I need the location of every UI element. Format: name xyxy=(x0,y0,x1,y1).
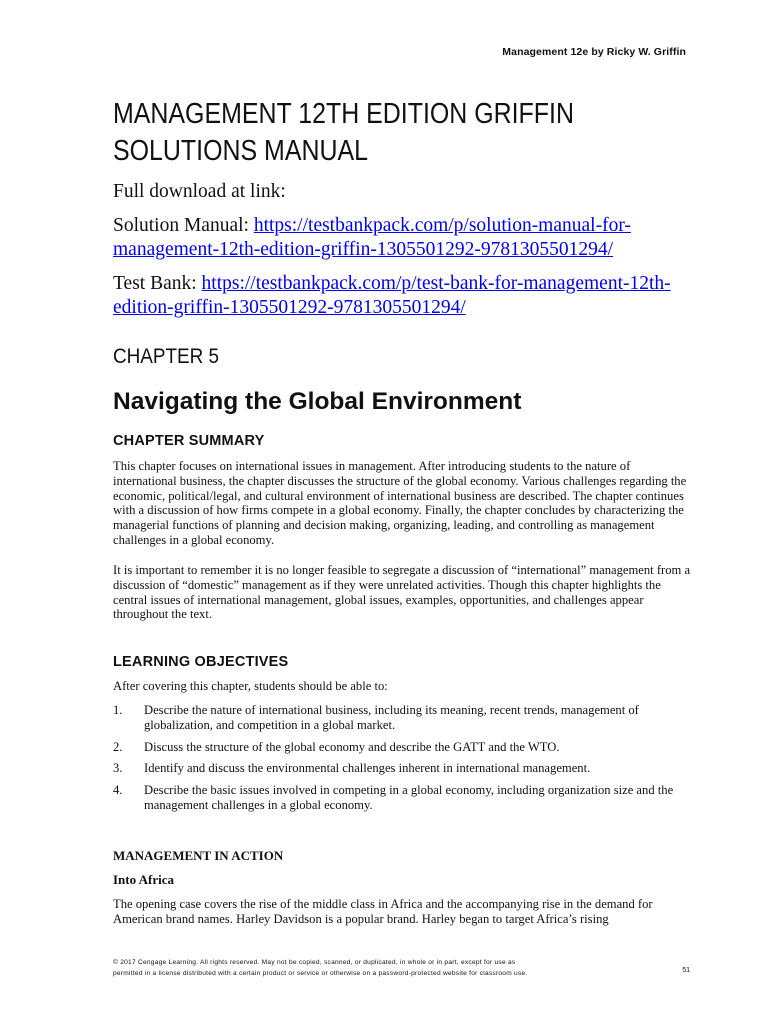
learning-objectives-heading: LEARNING OBJECTIVES xyxy=(113,654,289,670)
summary-paragraph-2: It is important to remember it is no longer feasible to segregate a discussion of “international” management from a discussion of “domestic” management as if they were unrelated activities. Though this chapter highlights the central issues of international management, global issues, examples, opportunities, and challenges appear throughout the text. xyxy=(113,563,691,622)
objective-item: 1. Describe the nature of international business, including its meaning, recent trends, management of globalization, and competition in a global market. xyxy=(113,703,639,732)
objective-item: 4. Describe the basic issues involved in competing in a global economy, including organization size and the management challenges in a global economy. xyxy=(113,783,674,812)
chapter-number: CHAPTER 5 xyxy=(113,345,220,368)
case-paragraph: The opening case covers the rise of the middle class in Africa and the accompanying rise in the demand for American brand names. Harley Davidson is a popular brand. Harley began to target Africa’s rising xyxy=(113,897,653,926)
copyright-line-2: permitted in a license distributed with a certain product or service or otherwise on a password-protected website for classroom use. xyxy=(113,970,528,977)
solution-manual-link[interactable]: https://testbankpack.com/p/solution-manual-for- management-12th-edition-griffin-1305501292-9781305501294/ xyxy=(113,214,631,260)
management-in-action-heading: MANAGEMENT IN ACTION xyxy=(113,848,284,863)
case-title: Into Africa xyxy=(113,872,175,887)
summary-paragraph-1: This chapter focuses on international issues in management. After introducing students to the nature of international business, the chapter discusses the structure of the global economy. Various challenges regarding the economic, political/legal, and cultural environment of international business are described. The chapter continues with a discussion of how firms compete in a global economy. Finally, the chapter concludes by characterizing the managerial functions of planning and decision making, organizing, leading, and controlling as management challenges in a global economy. xyxy=(113,459,687,547)
document-title xyxy=(113,96,612,170)
page-number: 51 xyxy=(682,967,690,974)
copyright-footer xyxy=(113,957,693,979)
objectives-list xyxy=(113,703,693,820)
running-head: Management 12e by Ricky W. Griffin xyxy=(502,46,686,58)
download-links xyxy=(113,180,703,330)
title-line-2: SOLUTIONS MANUAL xyxy=(113,135,368,167)
download-intro: Full download at link: xyxy=(113,181,286,202)
objective-item: 2. Discuss the structure of the global economy and describe the GATT and the WTO. xyxy=(113,739,560,754)
solution-manual-label: Solution Manual: xyxy=(113,214,254,236)
test-bank-line xyxy=(113,272,703,321)
copyright-line-1: © 2017 Cengage Learning. All rights reserved. May not be copied, scanned, or duplicated, in whole or in part, except for use as xyxy=(113,959,516,966)
test-bank-link[interactable]: https://testbankpack.com/p/test-bank-for-management-12th- edition-griffin-1305501292-9781305501294/ xyxy=(113,272,671,318)
solution-manual-line xyxy=(113,214,703,263)
chapter-summary-heading: CHAPTER SUMMARY xyxy=(113,433,265,449)
chapter-title: Navigating the Global Environment xyxy=(113,388,522,415)
objectives-intro: After covering this chapter, students should be able to: xyxy=(113,679,388,693)
title-line-1: MANAGEMENT 12TH EDITION GRIFFIN xyxy=(113,98,574,130)
objective-item: 3. Identify and discuss the environmental challenges inherent in international management. xyxy=(113,761,591,776)
test-bank-label: Test Bank: xyxy=(113,272,202,294)
